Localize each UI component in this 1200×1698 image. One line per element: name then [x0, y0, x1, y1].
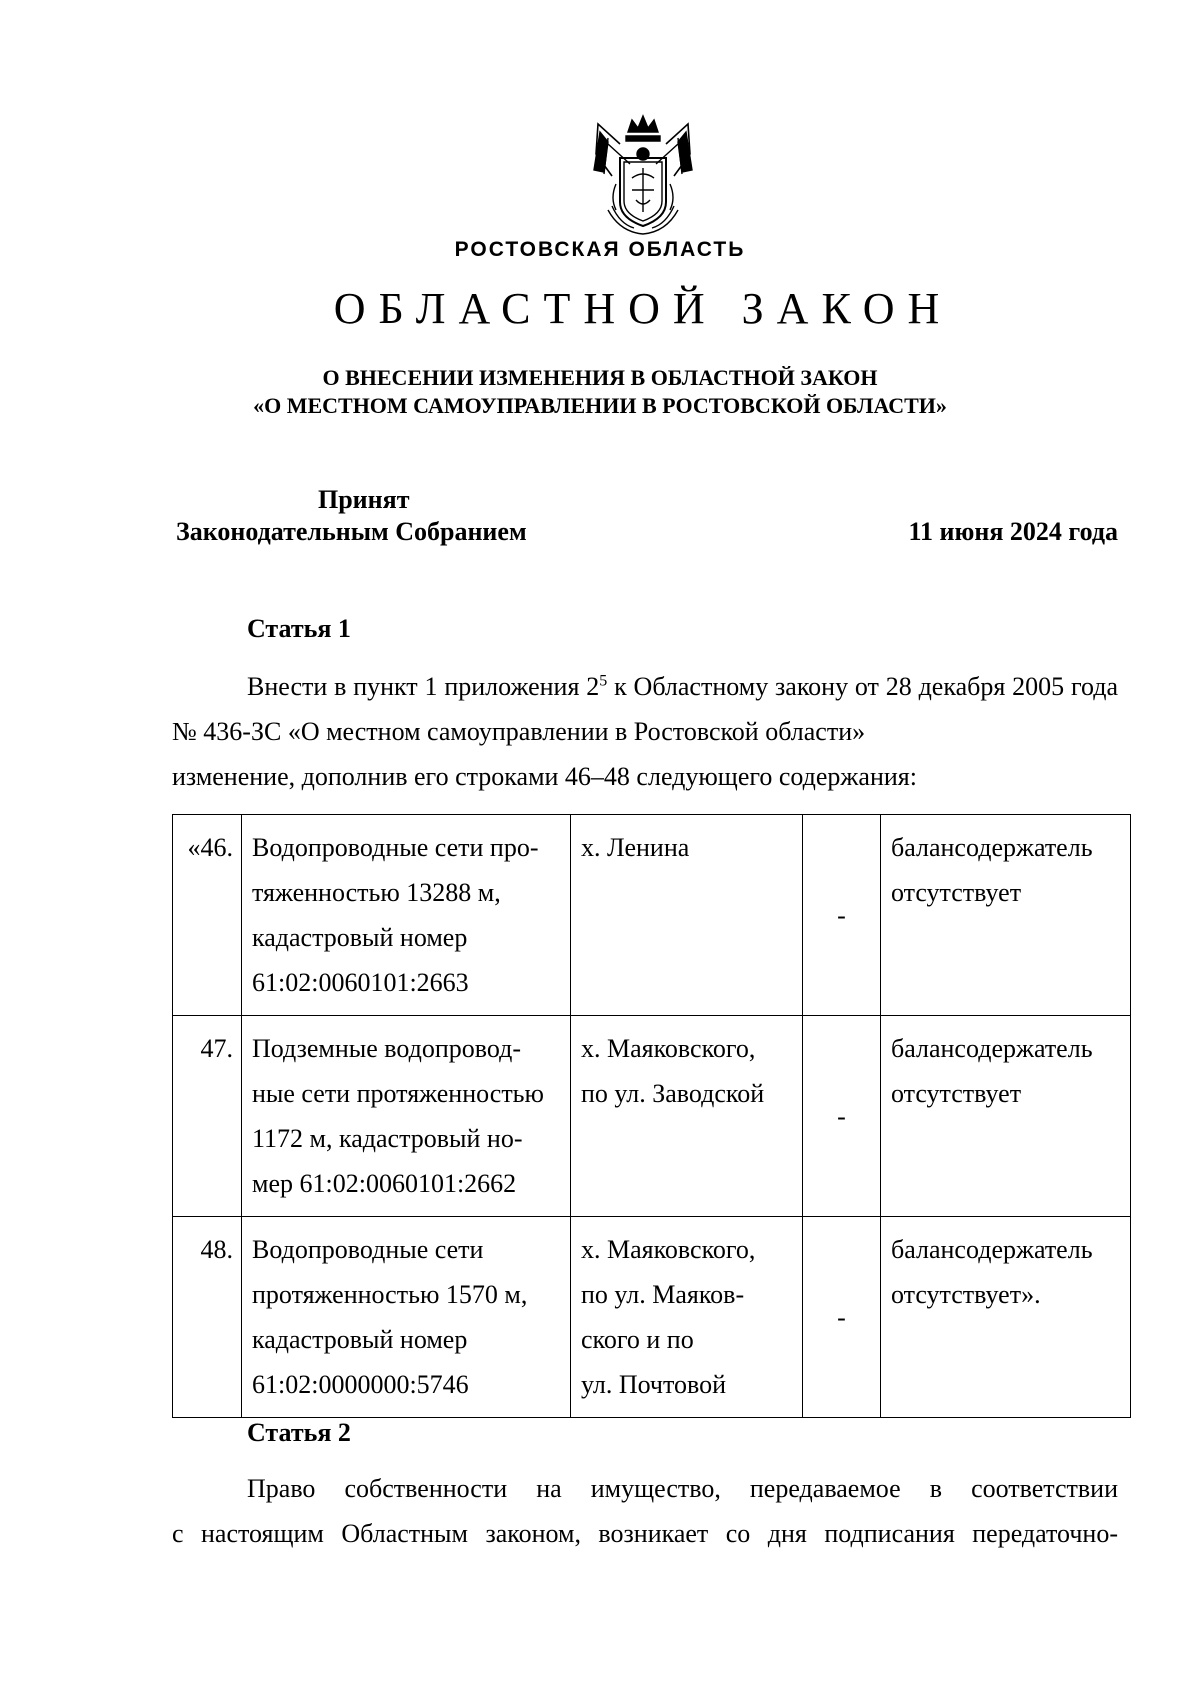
balance-holder-line: отсутствует	[891, 1079, 1022, 1108]
object-location-line: х. Ленина	[581, 833, 690, 862]
article-1-text-part-3: изменение, дополнив его строками 46–48 следующего содержания:	[172, 762, 917, 791]
article-1-superscript: 5	[599, 672, 608, 690]
object-description-line: Водопроводные сети	[252, 1235, 484, 1264]
balance-holder-line: балансодержатель	[891, 833, 1093, 862]
object-description-line: Водопроводные сети про-	[252, 833, 539, 862]
balance-holder	[881, 1016, 1131, 1217]
balance-holder-line: балансодержатель	[891, 1034, 1093, 1063]
object-location-line: ского и по	[581, 1325, 694, 1354]
object-location-line: х. Маяковского,	[581, 1034, 756, 1063]
adopted-label: Принят	[318, 485, 410, 514]
law-title-line-1: О ВНЕСЕНИИ ИЗМЕНЕНИЯ В ОБЛАСТНОЙ ЗАКОН	[322, 365, 878, 390]
object-description-line: 1172 м, кадастровый но-	[252, 1124, 523, 1153]
balance-holder-line: отсутствует».	[891, 1280, 1041, 1309]
object-location-line: ул. Почтовой	[581, 1370, 727, 1399]
row-number: 48.	[173, 1217, 242, 1418]
empty-cell-dash: -	[803, 815, 881, 1016]
article-2-heading: Статья 2	[247, 1418, 351, 1447]
object-location	[571, 815, 803, 1016]
objects-table	[172, 814, 1131, 1418]
balance-holder-line: балансодержатель	[891, 1235, 1093, 1264]
object-description-line: 61:02:0060101:2663	[252, 968, 469, 997]
law-type-heading: ОБЛАСТНОЙ ЗАКОН	[333, 284, 953, 333]
object-location-line: по ул. Заводской	[581, 1079, 765, 1108]
law-title-line-2: «О МЕСТНОМ САМОУПРАВЛЕНИИ В РОСТОВСКОЙ ОБЛАСТИ»	[253, 393, 947, 418]
adoption-date: 11 июня 2024 года	[908, 517, 1118, 546]
object-description-line: Подземные водопровод-	[252, 1034, 521, 1063]
adoption-info	[176, 484, 596, 548]
balance-holder	[881, 815, 1131, 1016]
coat-of-arms-icon	[590, 114, 696, 236]
article-1-text-part-2: к Областному закону от 28 декабря 2005 года № 436-ЗС «О местном самоуправлении в Ростовской области»	[172, 672, 1118, 746]
object-location	[571, 1217, 803, 1418]
empty-cell-dash: -	[803, 1217, 881, 1418]
table-row	[173, 1217, 1131, 1418]
objects-table-body	[173, 815, 1131, 1418]
balance-holder	[881, 1217, 1131, 1418]
object-description-line: тяженностью 13288 м,	[252, 878, 501, 907]
article-2-text-line-2: с настоящим Областным законом, возникает со дня подписания передаточно-	[172, 1519, 1118, 1548]
object-location-line: х. Маяковского,	[581, 1235, 756, 1264]
object-location	[571, 1016, 803, 1217]
article-1-heading: Статья 1	[247, 614, 351, 643]
row-number: 47.	[173, 1016, 242, 1217]
article-1-text-part-1: Внести в пункт 1 приложения 2	[247, 672, 600, 701]
object-description	[242, 1217, 571, 1418]
article-2-text-line-1: Право собственности на имущество, передаваемое в соответствии	[247, 1474, 1118, 1503]
object-location-line: по ул. Маяков-	[581, 1280, 745, 1309]
object-description-line: 61:02:0000000:5746	[252, 1370, 469, 1399]
balance-holder-line: отсутствует	[891, 878, 1022, 907]
table-row	[173, 815, 1131, 1016]
row-number: «46.	[173, 815, 242, 1016]
object-description	[242, 1016, 571, 1217]
table-row	[173, 1016, 1131, 1217]
object-description-line: кадастровый номер	[252, 1325, 468, 1354]
empty-cell-dash: -	[803, 1016, 881, 1217]
adopted-by: Законодательным Собранием	[176, 517, 527, 546]
article-2-text	[172, 1466, 1118, 1556]
object-description-line: мер 61:02:0060101:2662	[252, 1169, 517, 1198]
object-description-line: кадастровый номер	[252, 923, 468, 952]
region-name: РОСТОВСКАЯ ОБЛАСТЬ	[454, 238, 746, 261]
law-title	[0, 364, 1200, 420]
object-description	[242, 815, 571, 1016]
object-description-line: протяженностью 1570 м,	[252, 1280, 528, 1309]
object-description-line: ные сети протяженностью	[252, 1079, 544, 1108]
article-1-text	[172, 664, 1118, 799]
